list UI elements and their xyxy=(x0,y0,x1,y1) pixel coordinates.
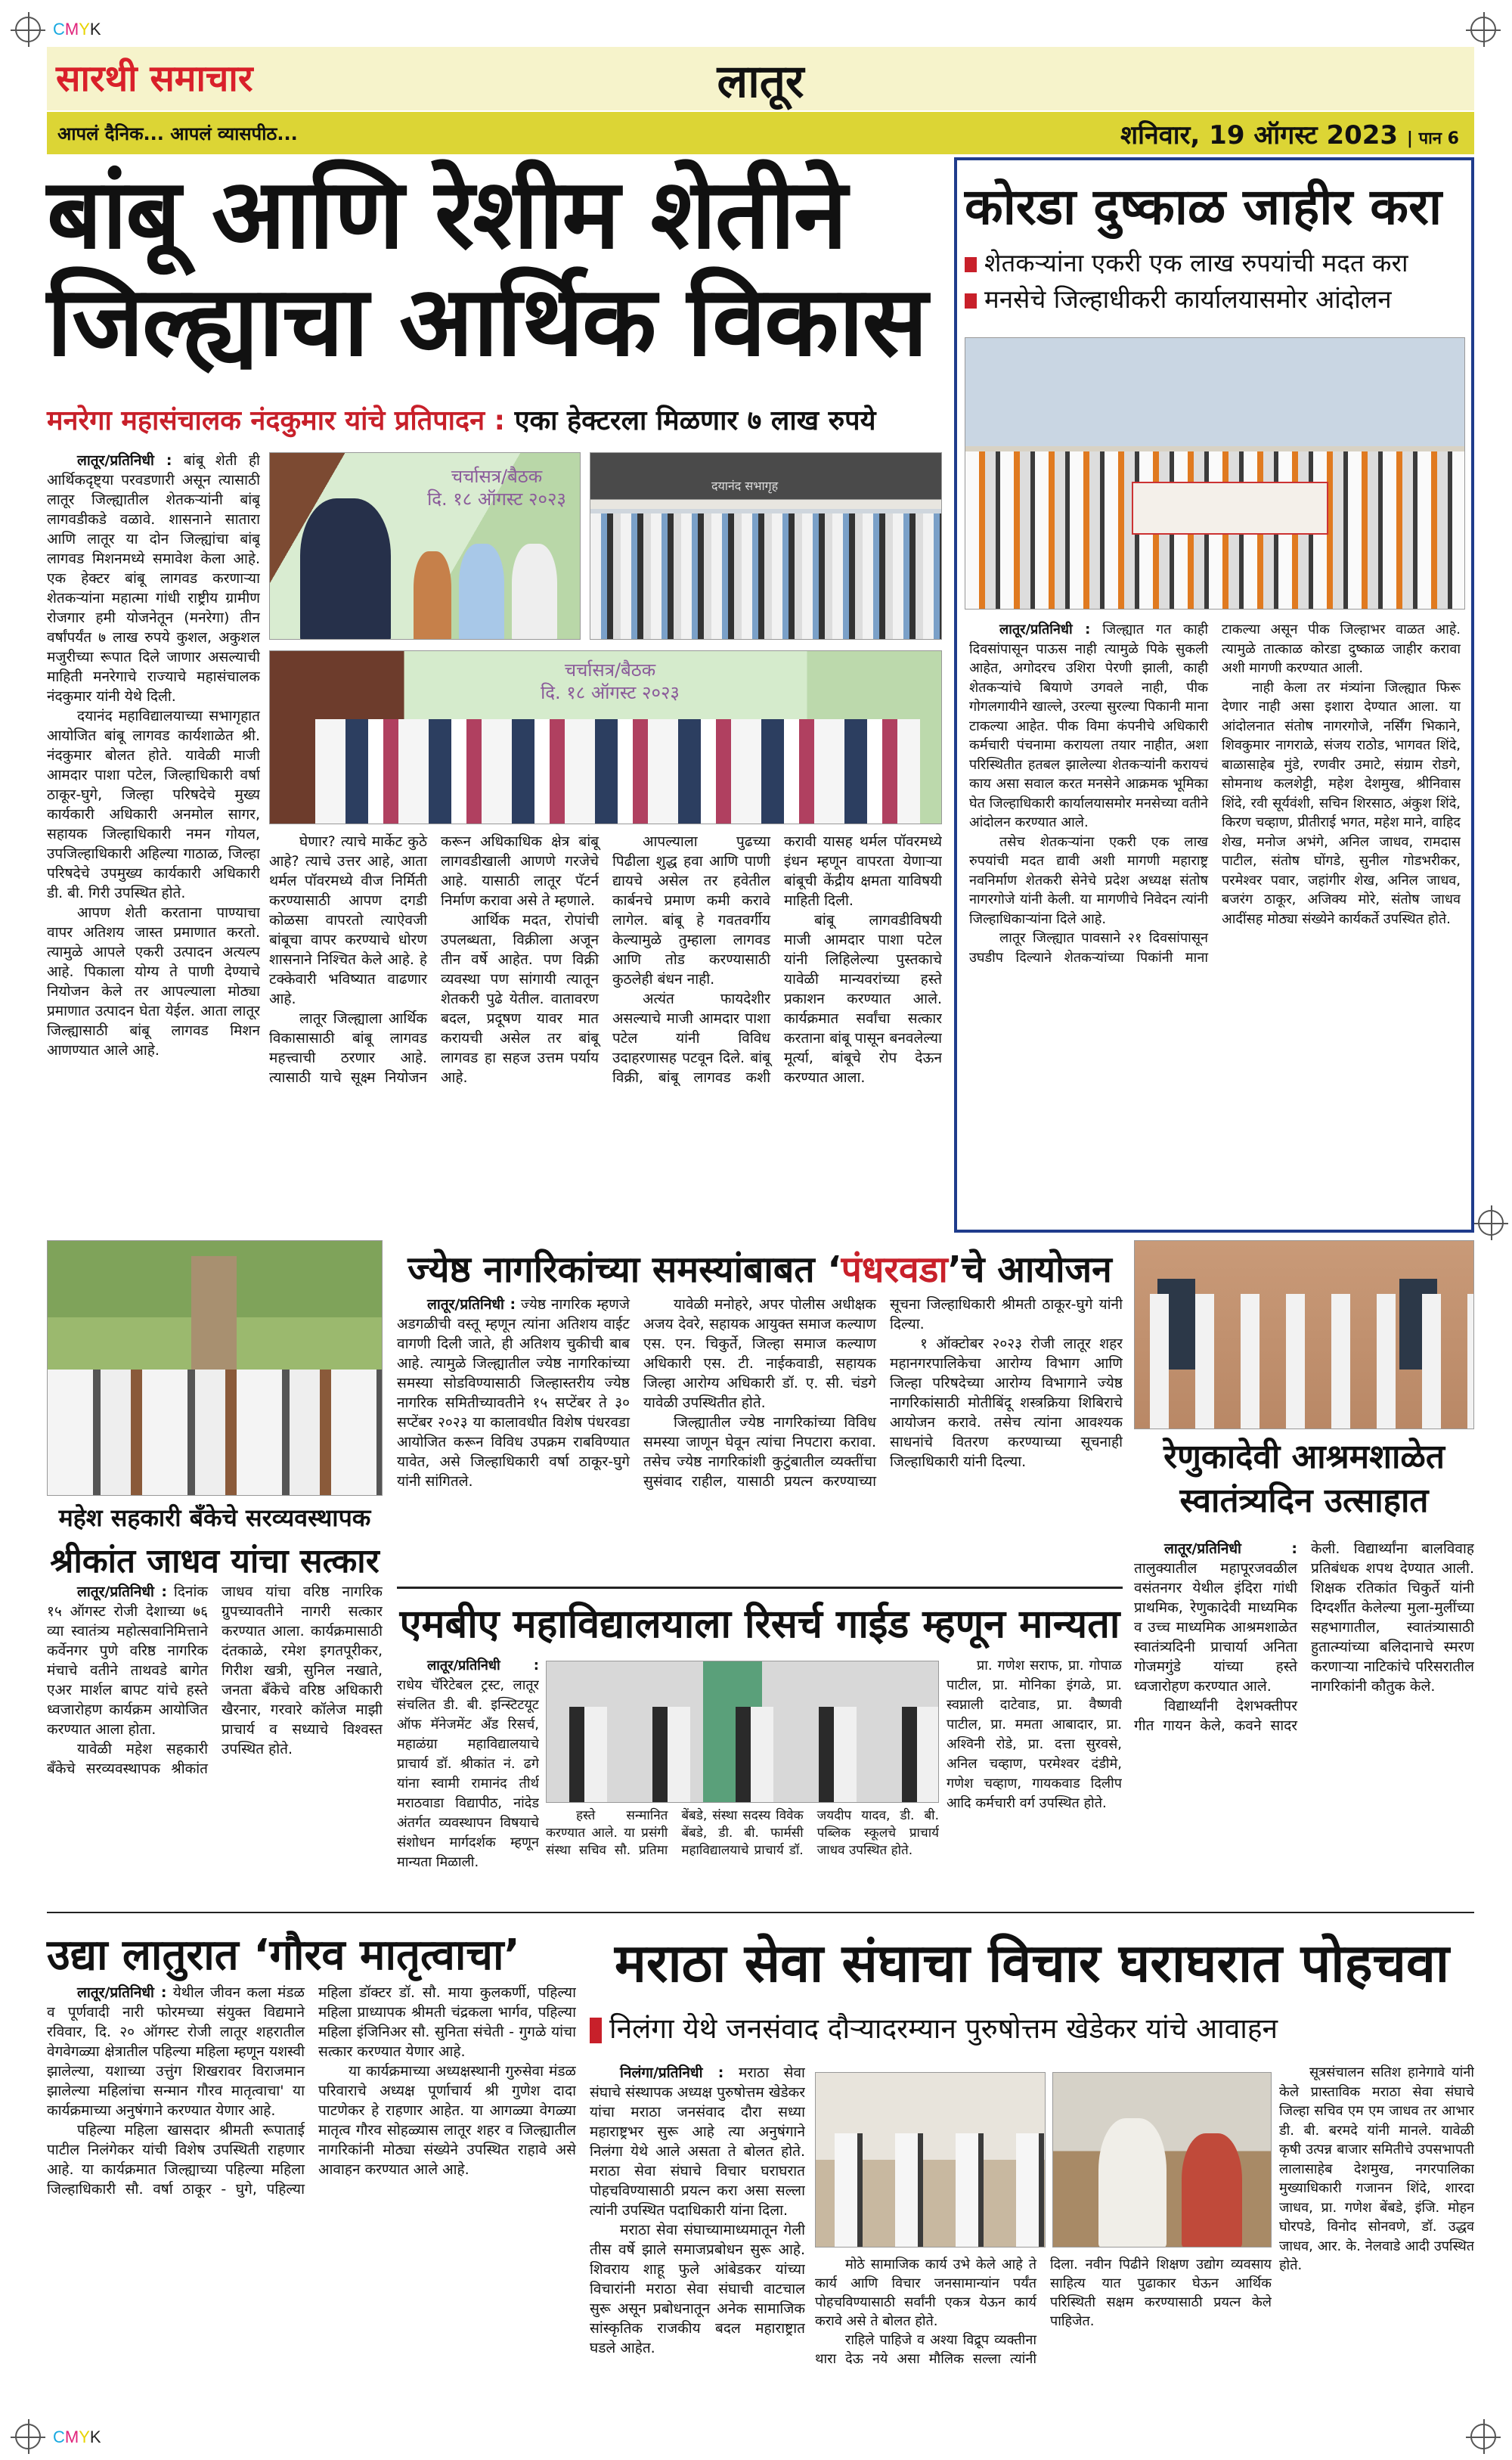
body-paragraph: घेणार? त्याचे मार्केट कुठे आहे? त्याचे उत्तर आहे, आता थर्मल पॉवरमध्ये वीज निर्मिती करण्यासाठी आपण दगडी कोळसा वापरतो त्याऐवजी बांबूचा वापर करण्याचे धोरण शासनाने निश्चित केले आहे. हे टक्केवारी भविष्यात वाढणार आहे. xyxy=(269,833,427,1007)
main-headline-line-1: बांबू आणि रेशीम शेतीने xyxy=(47,158,846,271)
photo-felicitation xyxy=(47,1240,383,1496)
body-paragraph: मोठे सामाजिक कार्य उभे केले आहे ते कार्य आणि विचार जनसामान्यांन पर्यंत पोहचविण्यासाठी सर्वांनी एकत्र येऊन कार्य करावे असे ते बोलत होते. xyxy=(815,2257,1036,2329)
pandharwada-body xyxy=(397,1295,1123,1574)
headline-quote: ‘गौरव मातृत्वाचा’ xyxy=(253,1931,520,1980)
body-paragraph: यावेळी महेश सहकारी बँकेचे सरव्यवस्थापक श्रीकांत जाधव यांचा वरिष्ठ नागरिक ग्रुपच्यावतीने नागरी सत्कार करण्यात आला. कार्यक्रमासाठी दंतकाळे, रमेश इगतपूरीकर, गिरीश खत्री, सुनिल नखाते, जनता बँकेचे वरिष्ठ अधिकारी खैरनार, गरवारे कॉलेज माझी प्राचार्य व सध्याचे विश्वस्त उपस्थित होते. xyxy=(47,1584,383,1777)
photo-banner-date: दि. १८ ऑगस्ट २०२३ xyxy=(427,489,566,510)
photo-mns-protest xyxy=(965,337,1465,610)
body-paragraph: लातूर जिल्ह्यात पावसाने २१ दिवसांपासून उघडीप दिल्याने शेतकऱ्यांच्या पिकांनी माना टाकल्या असून पीक जिल्हाभर वाळत आहे. त्यामुळे तात्काळ कोरडा दुष्काळ जाहीर करावा अशी मागणी करण्यात आली. xyxy=(969,622,1461,966)
dateline: लातूर/प्रतिनिधी : xyxy=(77,1584,168,1600)
korda-dushkal-box xyxy=(954,157,1474,1233)
photo-speaker-at-podium xyxy=(269,452,581,640)
main-headline-line-2: जिल्ह्याचा आर्थिक विकास xyxy=(47,265,927,378)
people-group xyxy=(48,1370,382,1496)
body-paragraph: यावेळी मनोहरे, अपर पोलीस अधीक्षक अजय देवरे, सहायक आयुक्त समाज कल्याण एस. एन. चिकुर्ते, जिल्हा समाज कल्याण अधिकारी एस. टी. नाईकवाडी, सहायक जिल्हा आरोग्य अधिकारी डॉ. ए. सी. चंडगे यावेळी उपस्थितीत होते. xyxy=(643,1296,876,1411)
lead-paragraph: ज्येष्ठ नागरिक म्हणजे अडगळीची वस्तू म्हणून त्यांना अतिशय वाईट वागणी दिली जाते, ही अतिशय चुकीची बाब आहे. त्यामुळे जिल्ह्यातील ज्येष्ठ नागरिकांच्या समस्या सोडविण्यासाठी जिल्हास्तरीय ज्येष्ठ नागरिक समितीच्यावतीने १५ सप्टेंबर ते ३० सप्टेंबर २०२३ या कालावधीत विशेष पंधरवडा आयोजित करून विविध उपक्रम राबविण्यात यावेत, असे जिल्हाधिकारी वर्षा ठाकूर-घुगे यांनी सांगितले. xyxy=(397,1296,630,1490)
body-paragraph: आर्थिक मदत, रोपांची उपलब्धता, विक्रीला अजून तीन वर्षे आहेत. पण विक्री व्यवस्था पण सांगायी त्यातून शेतकरी पुढे येतील. वातावरण बदल, प्रदूषण यावर मात करायची असेल तर बांबू लागवड हा सहज उत्तम पर्याय आहे. xyxy=(441,912,599,1086)
photo-khedekar-speaking xyxy=(1052,2072,1272,2248)
masthead xyxy=(47,47,1474,110)
body-paragraph: अत्यंत फायदेशीर असल्याचे माजी आमदार पाशा पटेल यांनी विविध उदाहरणासह पटवून दिले. बांबू विक्री, बांबू लागवड कशी करावी यासह थर्मल पॉवरमध्ये इंधन म्हणून वापरता येणाऱ्या बांबूची केंद्रीय क्षमता याविषयी माहिती दिली. xyxy=(612,833,942,1086)
protest-banner xyxy=(1132,482,1328,535)
photo-banner-date: दि. १८ ऑगस्ट २०२३ xyxy=(541,682,680,703)
korda-body-columns xyxy=(969,620,1461,1225)
mba-headline: एमबीए महाविद्यालयाला रिसर्च गाईड म्हणून मान्यता xyxy=(399,1602,1120,1647)
mba-lead-column xyxy=(397,1656,539,1900)
hall-sign: दयानंद सभागृह xyxy=(711,479,779,493)
maratha-right-column xyxy=(1279,2063,1474,2429)
bullet-text: शेतकऱ्यांना एकरी एक लाख रुपयांची मदत करा xyxy=(984,248,1408,278)
registration-mark-icon xyxy=(1470,2424,1496,2449)
person-figure xyxy=(1182,2133,1242,2248)
body-paragraph: राहिले पाहिजे व अश्या विद्रूप व्यक्तीना थारा देऊ नये असा मौलिक सल्ला त्यांनी दिला. नवीन पिढीने शिक्षण उद्योग व्यवसाय साहित्य यात पुढाकार घेऊन आर्थिक परिस्थिती सक्षम करण्यासाठी प्रयत्न केले पाहिजेत. xyxy=(815,2257,1272,2367)
photo-meeting-audience xyxy=(815,2072,1046,2248)
headline-part: उद्या लातुरात xyxy=(47,1931,254,1980)
bullet-icon xyxy=(590,2018,602,2043)
headline-part: ’चे आयोजन xyxy=(947,1249,1112,1291)
dateline: लातूर/प्रतिनिधी : xyxy=(77,452,172,469)
mba-right-column xyxy=(947,1656,1122,1900)
maratha-body-under-photos xyxy=(815,2255,1272,2429)
body-paragraph: दयानंद महाविद्यालयाच्या सभागृहात आयोजित बांबू लागवड कार्यशाळेत श्री. नंदकुमार बोलत होते. यावेळी माजी आमदार पाशा पटेल, जिल्हाधिकारी वर्षा ठाकूर-घुगे, जिल्हा परिषदेचे मुख्य कार्यकारी अधिकारी अनमोल सागर, सहायक जिल्हाधिकारी नमन गोयल, उपजिल्हाधिकारी अहिल्या गाठाळ, जिल्हा परिषदेचे उपमुख्य कार्यकारी अधिकारी डी. बी. गिरी उपस्थित होते. xyxy=(47,708,260,901)
registration-mark-icon xyxy=(1470,17,1496,42)
people-group xyxy=(547,1707,938,1803)
dateline: लातूर/प्रतिनिधी : xyxy=(999,622,1091,637)
headline-highlight: पंधरवडा xyxy=(841,1249,948,1291)
kicker-red: मनरेगा महासंचालक नंदकुमार यांचे प्रतिपादन : xyxy=(47,405,506,436)
body-paragraph: १ ऑक्टोबर २०२३ रोजी लातूर शहर महानगरपालिकेचा आरोग्य विभाग आणि जिल्हा परिषदेच्या आरोग्य विभागाने ज्येष्ठ नागरिकांसाठी मोतीबिंदू शस्त्रक्रिया शिबिराचे आयोजन करावे. तसेच त्यांना आवश्यक साधनांचे वितरण करण्याच्या सूचनाही जिल्हाधिकारी यांनी दिल्या. xyxy=(890,1335,1123,1470)
renuka-body xyxy=(1134,1539,1474,1900)
bullet-icon xyxy=(965,293,977,309)
dateline: लातूर/प्रतिनिधी : xyxy=(77,1984,167,2001)
dateline: लातूर/प्रतिनिधी : xyxy=(427,1658,539,1674)
photo-banner-title: चर्चासत्र/बैठक xyxy=(564,659,656,681)
main-headline xyxy=(47,158,943,378)
speaker-figure xyxy=(300,498,391,640)
mba-body-under-photo xyxy=(546,1807,939,1900)
photo-audience-hall xyxy=(590,452,942,640)
masthead-band xyxy=(47,112,1474,154)
lead-paragraph: तालुक्यातील महापूरजवळील वसंतनगर येथील इंदिरा गांधी प्राथमिक, रेणुकादेवी माध्यमिक व उच्च माध्यमिक आश्रमशाळेत स्वातंत्र्यदिनी प्राचार्या अनिता गोजमगुंडे यांच्या हस्ते ध्वजारोहण करण्यात आले. xyxy=(1134,1560,1297,1695)
body-paragraph: आपल्याला पुढच्या पिढीला शुद्ध हवा आणि पाणी द्यायचे असेल तर हवेतील कार्बनचे प्रमाण कमी करावे लागेल. बांबू हे गवतवर्गीय केल्यामुळे तुम्हाला लागवड आणि तोड करण्यासाठी कुठलेही बंधन नाही. xyxy=(612,833,770,988)
speaker-figure xyxy=(1098,2118,1167,2248)
maratha-headline: मराठा सेवा संघाचा विचार घराघरात पोहचवा xyxy=(614,1932,1450,1994)
body-paragraph: बांबू लागवडीविषयी माजी आमदार पाशा पटेल यांनी लिहिलेल्या पुस्तकाचे यावेळी मान्यवरांच्या हस्ते प्रकाशन करण्यात आले. कार्यक्रमात सर्वांचा सत्कार करताना बांबू पासून बनवलेल्या मूर्त्या, बांबूचे रोप देऊन करण्यात आला. xyxy=(784,912,942,1086)
date-text: शनिवार, 19 ऑगस्ट 2023 xyxy=(1120,120,1399,150)
photo-school-staff xyxy=(1134,1240,1474,1429)
body-paragraph: या कार्यक्रमाच्या अध्यक्षस्थानी गुरुसेवा मंडळ परिवाराचे अध्यक्ष पूर्णाचार्य श्री गुणेश दादा पाटणेकर हे राहणार आहेत. या आगळ्या वेगळ्या मातृत्व गौरव सोहळ्यास लातूर शहर व जिल्ह्यातील नागरिकांनी मोठ्या संख्येने उपस्थित राहावे असे आवाहन करण्यात आले आहे. xyxy=(318,2063,576,2178)
body-paragraph: लातूर जिल्ह्याला आर्थिक विकासासाठी बांबू लागवड महत्त्वाची ठरणार आहे. त्यासाठी याचे सूक्ष्म नियोजन करून अधिकाधिक क्षेत्र बांबू लागवडीखाली आणणे गरजेचे आहे. यासाठी लातूर पॅटर्न निर्माण करावा असे ते म्हणाले. xyxy=(269,833,599,1086)
maratha-subhead xyxy=(590,2008,1474,2046)
photo-book-launch xyxy=(269,650,942,824)
registration-mark-icon xyxy=(1478,1210,1504,1236)
cmyk-mark-bottom: CMYK xyxy=(53,2427,101,2446)
body-paragraph: नाही केला तर मंत्र्यांना जिल्ह्यात फिरू देणार नाही असा इशारा देण्यात आला. या आंदोलनात संतोष नागरगोजे, नर्सिंग भिकाने, शिवकुमार नागराळे, संजय राठोड, भागवत शिंदे, बाळासाहेब मुंडे, रणवीर उमाटे, संग्राम रोडगे, सोमनाथ कलशेट्टी, महेश देशमुख, श्रीनिवास शिंदे, रवी सूर्यवंशी, सचिन शिरसाठ, अंकुश शिंदे, किरण चव्हाण, प्रीतीराई भगत, महेश माने, वाहिद शेख, मनोज अभंगे, अनिल जाधव, रामदास पाटील, संतोष घोंगडे, सुनील गोडभरीकर, परमेश्वर पवार, जहांगीर शेख, अनिल जाधव, बजरंग ठाकूर, अजिक्य मोरे, संतोष जाधव आदींसह मोठ्या संख्येने कार्यकर्ते उपस्थित होते. xyxy=(1222,679,1461,927)
korda-bullets xyxy=(965,245,1408,318)
statue xyxy=(191,1256,237,1377)
jadhav-headline-line-1: महेश सहकारी बँकेचे सरव्यवस्थापक xyxy=(58,1503,371,1532)
tagline: आपलं दैनिक... आपलं व्यासपीठ... xyxy=(57,123,298,144)
gaurav-headline xyxy=(47,1925,576,1982)
bullet-item xyxy=(965,245,1408,281)
maratha-lead-column xyxy=(590,2063,805,2429)
lead-paragraph: मराठा सेवा संघाचे संस्थापक अध्यक्ष पुरुषोत्तम खेडेकर यांचा मराठा जनसंवाद दौरा सध्या महाराष्ट्रभर सुरू आहे त्या अनुषंगाने निलंगा येथे आले असता ते बोलत होते. मराठा सेवा संघाचे विचार घराघरात पोहचविण्यासाठी प्रयत्न करा असा सल्ला त्यांनी उपस्थित पदाधिकारी यांना दिला. xyxy=(590,2064,805,2219)
person-figure xyxy=(414,551,451,640)
jadhav-headline-line-2: श्रीकांत जाधव यांचा सत्कार xyxy=(50,1542,380,1581)
person-figure xyxy=(512,544,557,640)
dateline: लातूर/प्रतिनिधी : xyxy=(427,1296,516,1313)
bullet-text: मनसेचे जिल्हाधीकरी कार्यालयासमोर आंदोलन xyxy=(984,284,1392,314)
body-paragraph: प्रा. गणेश सराफ, प्रा. गोपाळ पाटील, प्रा. मोनिका इंगळे, प्रा. स्वप्नाली दाटेवाड, प्रा. वैष्णवी पाटील, प्रा. ममता आबादार, प्रा. अश्विनी रोडे, प्रा. दत्ता सुरवसे, अनिल चव्हाण, परमेश्वर दंडीमे, गणेश चव्हाण, गायकवाड दिलीप आदि कर्मचारी वर्ग उपस्थित होते. xyxy=(947,1658,1122,1811)
body-paragraph: जिल्ह्यातील ज्येष्ठ नागरिकांच्या विविध समस्या जाणून घेवून त्यांचा निपटारा करावा. तसेच ज्येष्ठ नागरिकांशी कुटुंबातील व्यक्तींचा सुसंवाद राहील, यासाठी प्रयत्न करण्याच्या सूचना जिल्हाधिकारी श्रीमती ठाकूर-घुगे यांनी दिल्या. xyxy=(643,1296,1123,1490)
jadhav-body xyxy=(47,1582,383,1900)
lead-paragraph: जिल्ह्यात गत काही दिवसांपासून पाऊस नाही त्यामुळे पिके सुकली आहेत, अगोदरच उशिरा पेरणी झाली, काही शेतकऱ्यांचे बियाणे उगवले नाही, पीक गोगलगायीने खाल्ले, उरल्या सुरल्या पिकानी माना टाकल्या आहेत. पीक विमा कंपनीचे अधिकारी कर्मचारी पंचनामा करायला तयार नाहीत, अशा परिस्थितीत हतबल झालेल्या शेतकऱ्यांनी करायचं काय असा सवाल करत मनसेने आक्रमक भूमिका घेत जिल्हाधिकारी कार्यालयासमोर मनसेच्या वतीने आंदोलन करण्यात आले. xyxy=(969,622,1208,830)
registration-mark-icon xyxy=(15,2424,41,2449)
korda-headline: कोरडा दुष्काळ जाहीर करा xyxy=(965,178,1442,236)
renuka-headline-line-2: स्वातंत्र्यदिन उत्साहात xyxy=(1179,1481,1429,1520)
main-story-body-columns xyxy=(269,832,942,1233)
newspaper-logo: सारथी समाचार xyxy=(56,57,253,100)
body-paragraph: पहिल्या महिला खासदार श्रीमती रूपाताई पाटील निलंगेकर यांची विशेष उपस्थिती राहणार आहे. या कार्यक्रमात जिल्ह्याच्या पहिल्या महिला जिल्हाधिकारी सौ. वर्षा ठाकूर - घुगे, पहिल्या महिला डॉक्टर डॉ. सौ. माया कुलकर्णी, पहिल्या महिला प्राध्यापक श्रीमती चंद्रकला भार्गव, पहिल्या महिला इंजिनिअर सौ. सुनिता संचेती - गुगळे यांचा सत्कार करण्यात येणार आहे. xyxy=(47,1984,576,2198)
body-paragraph: आपण शेती करताना पाण्याचा वापर अतिशय जास्त प्रमाणात करतो. त्यामुळे आपले एकरी उत्पादन अत्यल्प आहे. पिकाला योग्य ते पाणी देण्याचे नियोजन केले तर आपल्याला मोठ्या प्रमाणात उत्पादन घेता येईल. आता लातूर जिल्ह्यासाठी बांबू लागवड मिशन आणण्यात आले आहे. xyxy=(47,904,260,1059)
issue-date xyxy=(1120,116,1459,151)
audience-group xyxy=(816,2133,1045,2248)
jadhav-headline xyxy=(47,1501,383,1582)
staff-group xyxy=(1135,1294,1473,1429)
lead-paragraph: दिनांक १५ ऑगस्ट रोजी देशाच्या ७६ व्या स्वातंत्र्य महोत्सवानिमित्ताने कर्वेनगर पुणे वरिष्ठ नागरिक मंचाचे वतीने ताथवडे बागेत एअर मार्शल बापट यांचे हस्ते ध्वजारोहण कार्यक्रम आयोजित करण्यात आला होता. xyxy=(47,1584,208,1738)
body-paragraph: विद्यार्थ्यांनी देशभक्तीपर गीत गायन केले, कवने सादर केली. विद्यार्थ्यांना बालविवाह प्रतिबंधक शपथ देण्यात आली. शिक्षक रतिकांत चिकुर्ते यांनी दिग्दर्शीत केलेल्या मुला-मुलींच्या सहभागातील, स्वातंत्र्यासाठी हुतात्म्यांच्या बलिदानाचे स्मरण करणार्‍या नाटिकांचे परिसरातील नागरिकांनी कौतुक केले. xyxy=(1134,1540,1474,1734)
dateline: लातूर/प्रतिनिधी : xyxy=(1164,1540,1297,1557)
lead-paragraph: राधेय चॅरिटेबल ट्रस्ट, लातूर संचलित डी. बी. इन्स्टिटयूट ऑफ मॅनेजमेंट अँड रिसर्च, महाळंग्रा महाविद्यालयाचे प्राचार्य डॉ. श्रीकांत नं. ढगे यांना स्वामी रामानंद तीर्थ मराठवाडा विद्यापीठ, नांदेड अंतर्गत व्यवस्थापन विषयाचे संशोधन मार्गदर्शक म्हणून मान्यता मिळाली. xyxy=(397,1677,539,1870)
bullet-item xyxy=(965,281,1408,318)
body-paragraph: हस्ते सन्मानित करण्यात आले. या प्रसंगी संस्था सचिव सौ. प्रतिमा बेंबडे, संस्था सदस्य विवेक बेंबडे, डी. बी. फार्मसी महाविद्यालयाचे प्राचार्य डॉ. जयदीप यादव, डी. बी. पब्लिक स्कूलचे प्राचार्य जाधव उपस्थित होते. xyxy=(546,1808,939,1858)
divider xyxy=(397,1587,1123,1589)
audience-crowd xyxy=(590,513,941,640)
person-figure xyxy=(459,544,504,640)
renuka-headline xyxy=(1134,1435,1474,1523)
body-paragraph: मराठा सेवा संघाच्यामाध्यमातून गेली तीस वर्षे झाले समाजप्रबोधन सुरू आहे. शिवराय शाहू फुले आंबेडकर यांच्या विचारांनी मराठा सेवा संघाची वाटचाल सुरू असून प्रबोधनातून अनेक सामाजिक सांस्कृतिक राजकीय बदल महाराष्ट्रात घडले आहेत. xyxy=(590,2222,805,2356)
dignitaries-group xyxy=(315,719,920,824)
bullet-icon xyxy=(965,257,977,272)
cmyk-mark-top: CMYK xyxy=(53,20,101,39)
dateline: निलंगा/प्रतिनिधी : xyxy=(620,2064,724,2081)
subhead-text: निलंगा येथे जनसंवाद दौऱ्यादरम्यान पुरुषोत्तम खेडेकर यांचे आवाहन xyxy=(609,2012,1278,2045)
main-story-lead-column xyxy=(47,451,260,1233)
lead-paragraph: येथील जीवन कला मंडळ व पूर्णवादी नारी फोरमच्या संयुक्त विद्यमाने रविवार, दि. २० ऑगस्ट रोजी लातूर शहरातील वेगवेगळ्या क्षेत्रातील पहिल्या महिला म्हणून यशस्वी झालेल्या, यशाच्या उत्तुंग शिखरावर विराजमान झालेल्या महिलांचा सन्मान गौरव मातृत्वाचा' या कार्यक्रमाच्या अनुषंगाने करण्यात येणार आहे. xyxy=(47,1984,305,2119)
renuka-headline-line-1: रेणुकादेवी आश्रमशाळेत xyxy=(1163,1438,1445,1476)
page-number: | पान 6 xyxy=(1406,129,1459,148)
registration-mark-icon xyxy=(15,17,41,42)
photo-mba-felicitation xyxy=(546,1661,939,1803)
kicker-black: एका हेक्टरला मिळणार ७ लाख रुपये xyxy=(514,405,876,436)
lead-paragraph: बांबू शेती ही आर्थिकदृष्ट्या परवडणारी असून त्यासाठी लातूर जिल्ह्यातील शेतकऱ्यांनी बांबू लागवडीकडे वळावे. शासनाने सातारा आणि लातूर या दोन जिल्ह्यांचा बांबू लागवड मिशनमध्ये समावेश केला आहे. एक हेक्टर बांबू लागवड करणाऱ्या शेतकऱ्यांना महात्मा गांधी राष्ट्रीय ग्रामीण रोजगार हमी योजनेतून (मनरेगा) तीन वर्षांपर्यंत ७ लाख रुपये कुशल, अकुशल मजुरीच्या रूपात दिले जाणार असल्याची माहिती मनरेगाचे राज्याचे महासंचालक नंदकुमार यांनी येथे दिली. xyxy=(47,452,260,705)
gaurav-body xyxy=(47,1983,576,2429)
photo-banner-title: चर्चासत्र/बैठक xyxy=(451,466,543,487)
body-paragraph: तसेच शेतकऱ्यांना एकरी एक लाख रुपयांची मदत द्यावी अशी मागणी महाराष्ट्र नवनिर्माण शेतकरी सेनेचे प्रदेश अध्यक्ष संतोष नागरगोजे यांनी केली. या मागणीचे निवेदन त्यांनी जिल्हाधिकाऱ्यांना दिले आहे. xyxy=(969,833,1208,927)
main-kicker xyxy=(47,401,943,438)
headline-part: ज्येष्ठ नागरिकांच्या समस्यांबाबत ‘ xyxy=(407,1249,841,1291)
pandharwada-headline xyxy=(397,1244,1123,1293)
divider xyxy=(47,1912,1474,1913)
edition-name: लातूर xyxy=(717,55,804,108)
body-paragraph: सूत्रसंचालन सतिश हानेगावे यांनी केले प्रास्ताविक मराठा सेवा संघाचे जिल्हा सचिव एम एम जाधव तर आभार डी. बी. बरमदे यांनी मानले. यावेळी कृषी उत्पन्न बाजार समितीचे उपसभापती लालासाहेब देशमुख, नगरपालिका मुख्याधिकारी गजानन शिंदे, शारदा जाधव, प्रा. गणेश बेंबडे, इंजि. मोहन घोरपडे, विनोद सोनवणे, डॉ. उद्धव जाधव, आर. के. नेलवाडे आदी उपस्थित होते. xyxy=(1279,2064,1474,2273)
